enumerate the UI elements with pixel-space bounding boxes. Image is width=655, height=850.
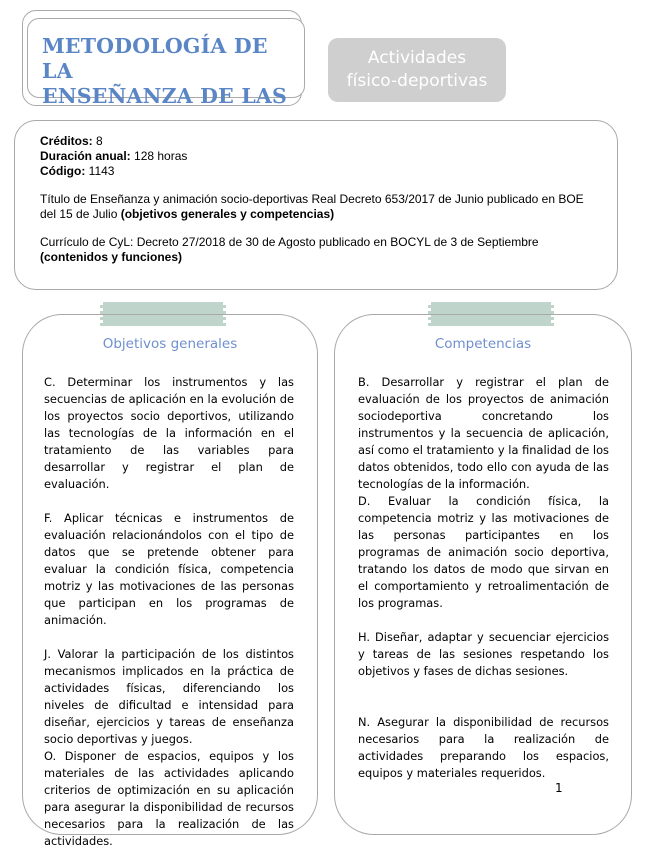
titulo-paragraph [40, 192, 600, 222]
objetivo-item: F. Aplicar técnicas e instrumentos de evaluación relacionándolos con el tipo de datos que se pretende obtener para evaluar la condición física, competencia motriz y las motivaciones de las personas que participan en los programas de animación. [44, 511, 294, 627]
curriculo-paragraph [40, 235, 600, 265]
titulo-bold: (objetivos generales y competencias) [120, 207, 335, 221]
duracion-value: 128 horas [130, 149, 188, 163]
objetivo-item: C. Determinar los instrumentos y las secuencias de aplicación en la evolución de los proyectos socio deportivos, utilizando las tecnologías de la información en el tratamiento de las variables para desarrollar y registrar el plan de evaluación. [44, 375, 294, 491]
competencia-item: N. Asegurar la disponibilidad de recursos necesarios para la realización de actividades preparando los espacios, equipos y materiales requeridos. [358, 715, 609, 780]
course-info [40, 134, 600, 265]
competencias-heading: Competencias [434, 336, 532, 352]
objetivos-list [44, 374, 294, 850]
objetivo-item: J. Valorar la participación de los distintos mecanismos implicados en la práctica de actividades físicas, diferenciando los niveles de dificultad e intensidad para diseñar, ejercicios y tareas de enseñanza socio deportivas y juegos. [44, 647, 294, 746]
subject-badge [328, 38, 506, 102]
subject-line-2: físico-deportivas [346, 71, 488, 91]
competencias-list [358, 374, 609, 782]
titulo-text: Título de Enseñanza y animación socio-deportivas Real Decreto 653/2017 de Junio publicado en BOE del 15 de Julio [40, 192, 584, 221]
title-line-2: ENSEÑANZA DE LAS [42, 84, 288, 108]
page-title [42, 34, 302, 109]
duracion-label: Duración anual: [40, 149, 131, 163]
curriculo-bold: (contenidos y funciones) [40, 250, 183, 264]
objetivo-item: O. Disponer de espacios, equipos y los materiales de las actividades aplicando criterios de optimización en su aplicación para asegurar la disponibilidad de recursos necesarios para la realización de las actividades. [44, 749, 294, 848]
duracion-row [40, 149, 600, 164]
page-number: 1 [555, 781, 563, 795]
creditos-value: 8 [92, 134, 103, 148]
objetivos-heading: Objetivos generales [102, 336, 238, 352]
curriculo-text: Currículo de CyL: Decreto 27/2018 de 30 de Agosto publicado en BOCYL de 3 de Septiembre [40, 235, 539, 249]
competencia-item: H. Diseñar, adaptar y secuenciar ejercicios y tareas de las sesiones respetando los objetivos y fases de dichas sesiones. [358, 630, 609, 678]
subject-line-1: Actividades [367, 48, 467, 68]
codigo-value: 1143 [85, 164, 115, 178]
title-line-1: METODOLOGÍA DE LA [42, 34, 268, 83]
codigo-row [40, 164, 600, 179]
creditos-label: Créditos: [40, 134, 93, 148]
competencia-item: B. Desarrollar y registrar el plan de evaluación de los proyectos de animación sociodeportiva concretando los instrumentos y la secuencia de aplicación, así como el tratamiento y la finalidad de los datos obtenidos, todo ello con ayuda de las tecnologías de la información. [358, 375, 609, 491]
competencia-item: D. Evaluar la condición física, la competencia motriz y las motivaciones de las personas participantes en los programas de animación socio deportiva, tratando los datos de modo que sirvan en el comportamiento y retroalimentación de los programas. [358, 494, 609, 610]
codigo-label: Código: [40, 164, 86, 178]
creditos-row [40, 134, 600, 149]
